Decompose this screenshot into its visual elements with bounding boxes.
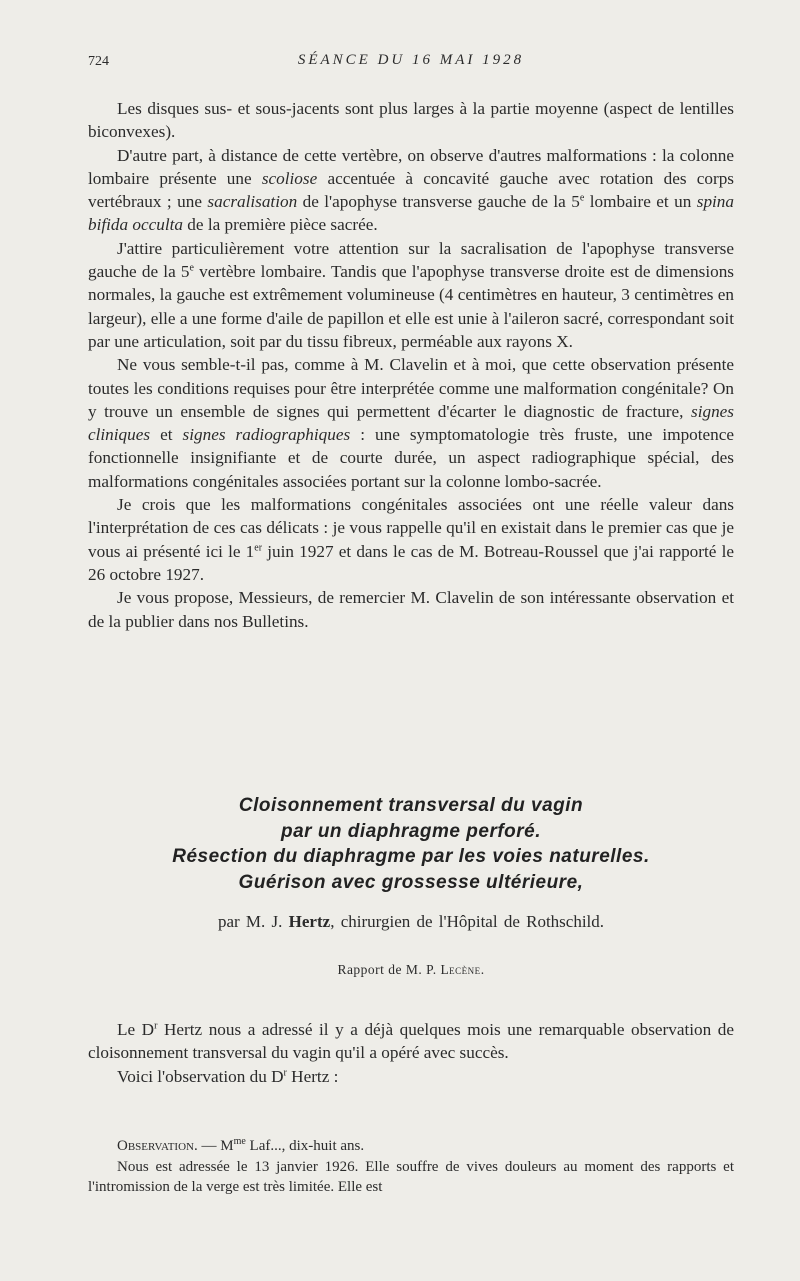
title-line: Résection du diaphragme par les voies naturelles. (172, 846, 650, 867)
paragraph-8: Voici l'observation du $D^r$ Hertz : (117, 1066, 339, 1086)
paragraph-7: Le $D^r$ Hertz nous a adressé il y a déjà quelques mois une remarquable observation de cloisonnement transversal du vagin qu'il a opéré avec succès. (88, 1020, 734, 1063)
title-line: Cloisonnement transversal du vagin (238, 795, 584, 816)
paragraph-1: Les disques sus- et sous-jacents sont plus larges à la partie moyenne (aspect de lentilles biconvexes). (88, 99, 734, 142)
observation-text (88, 1136, 734, 1198)
title-line: par un diaphragme perforé. (280, 820, 542, 842)
article-title (88, 793, 734, 895)
paragraph-3: J'attire particulièrement votre attention sur la sacralisation de l'apophyse transverse gauche de la 5e vertèbre lombaire. Tandis que l'apophyse transverse droite est de dimensions normales, la gauche est extrêmement volumineuse (4 centimètres en hauteur, 3 centimètres en largeur), elle a une forme d'aile de papillon et elle est unie à l'aileron sacré, correspondant soit par une articulation, soit par du tissu fibreux, perméable aux rayons X. (88, 238, 734, 351)
author-name: Hertz (288, 912, 331, 931)
observation-heading: Observation. — $M^{me}$ Laf..., dix-huit ans. (117, 1136, 365, 1154)
paragraph-2: D'autre part, à distance de cette vertèbre, on observe d'autres malformations : la colonne lombaire présente une scoliose accentuée à concavité gauche avec rotation des corps vertébraux ; une sacralisation de l'apophyse transverse gauche de la 5e lombaire et un spina bifida occulta de la première pièce sacrée. (88, 145, 734, 235)
body-text (88, 97, 734, 633)
reporter-name: Lecène (440, 962, 481, 977)
report-line: Rapport de M. P. Lecène. (337, 962, 485, 977)
page-header (88, 52, 734, 76)
article-body (88, 1018, 734, 1088)
paragraph-4: Ne vous semble-t-il pas, comme à M. Clavelin et à moi, que cette observation présente toutes les conditions requises pour être interprétée comme une malformation congénitale? On y trouve un ensemble de signes qui permettent d'écarter le diagnostic de fracture, signes cliniques et signes radiographiques : une symptomatologie très fruste, une impotence fonctionnelle insignifiante et de courte durée, un aspect radiographique spécial, des malformations congénitales associées portant sur la colonne lombo-sacrée. (88, 355, 735, 491)
observation-paragraph: Nous est adressée le 13 janvier 1926. Elle souffre de vives douleurs au moment des rapports et l'intromission de la verge est très limitée. Elle est (88, 1158, 734, 1195)
byline: par M. J. Hertz, chirurgien de l'Hôpital de Rothschild. (217, 912, 605, 931)
running-title: SÉANCE DU 16 MAI 1928 (297, 52, 525, 68)
title-line: Guérison avec grossesse ultérieure, (238, 871, 584, 893)
paragraph-5: Je crois que les malformations congénitales associées ont une réelle valeur dans l'interprétation de ces cas délicats : je vous rappelle qu'il en existait dans le premier cas que je vous ai présenté ici le 1er juin 1927 et dans le cas de M. Botreau-Roussel que j'ai rapporté le 26 octobre 1927. (88, 495, 735, 584)
paragraph-6: Je vous propose, Messieurs, de remercier M. Clavelin de son intéressante observation et de la publier dans nos Bulletins. (88, 588, 734, 631)
page-number: 724 (88, 54, 109, 69)
